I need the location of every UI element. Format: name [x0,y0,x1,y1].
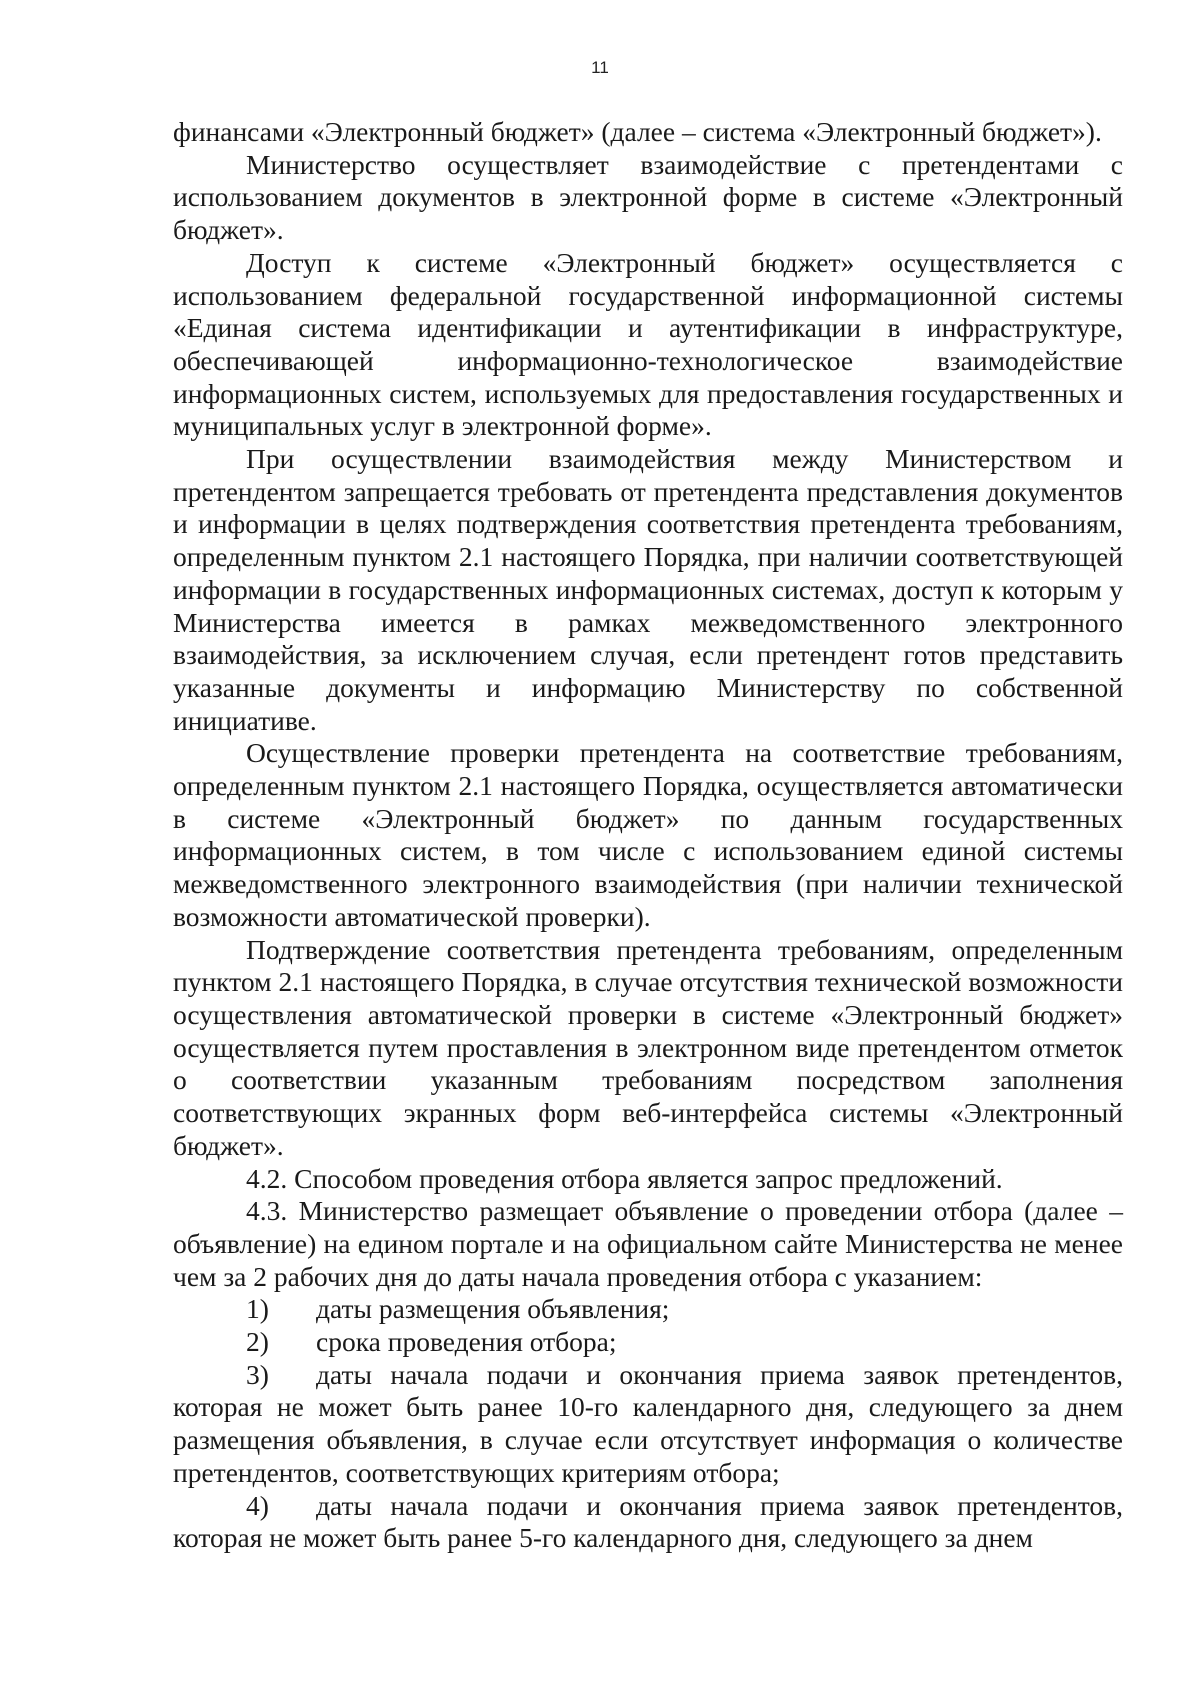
paragraph: Подтверждение соответствия претендента требованиям, определенным пунктом 2.1 настоящего Порядка, в случае отсутствия технической возможности осуществления автоматической проверки в системе «Электронный бюджет» осуществляется путем проставления в электронном виде претендентом отметок о соответствии указанным требованиям посредством заполнения соответствующих экранных форм веб-интерфейса системы «Электронный бюджет». [173,933,1123,1161]
list-item [173,1326,1123,1359]
list-item-text: даты начала подачи и окончания приема заявок претендентов, которая не может быть ранее 10-го календарного дня, следующего за днем размещения объявления, в случае если отсутствует информация о количестве претендентов, соответствующих критериям отбора; [173,1358,1123,1488]
list-item-text: срока проведения отбора; [316,1326,617,1358]
list-item [173,1490,1123,1555]
paragraph: Осуществление проверки претендента на соответствие требованиям, определенным пунктом 2.1 настоящего Порядка, осуществляется автоматически в системе «Электронный бюджет» по данным государственных информационных систем, в том числе с использованием единой системы межведомственного электронного взаимодействия (при наличии технической возможности автоматической проверки). [173,737,1123,932]
page-number: 11 [591,58,609,77]
list-item-text: даты начала подачи и окончания приема заявок претендентов, которая не может быть ранее 5-го календарного дня, следующего за днем [173,1489,1123,1554]
document-body [173,116,1123,1555]
paragraph: Министерство осуществляет взаимодействие с претендентами с использованием документов в электронной форме в системе «Электронный бюджет». [173,148,1123,246]
paragraph: При осуществлении взаимодействия между Министерством и претендентом запрещается требовать от претендента представления документов и информации в целях подтверждения соответствия претендента требованиям, определенным пунктом 2.1 настоящего Порядка, при наличии соответствующей информации в государственных информационных системах, доступ к которым у Министерства имеется в рамках межведомственного электронного взаимодействия, за исключением случая, если претендент готов представить указанные документы и информацию Министерству по собственной инициативе. [173,443,1123,736]
list-item-number: 2) [246,1326,269,1358]
paragraph-continuation: финансами «Электронный бюджет» (далее – система «Электронный бюджет»). [173,116,1102,147]
list-item [173,1359,1123,1490]
list-item-number: 1) [246,1293,269,1325]
list-item-text: даты размещения объявления; [316,1293,670,1325]
list-item [173,1293,1123,1326]
paragraph-section-4-2: 4.2. Способом проведения отбора является запрос предложений. [246,1162,1003,1194]
paragraph-section-4-3: 4.3. Министерство размещает объявление о проведении отбора (далее – объявление) на едином портале и на официальном сайте Министерства не менее чем за 2 рабочих дня до даты начала проведения отбора с указанием: [173,1195,1123,1292]
paragraph: Доступ к системе «Электронный бюджет» осуществляется с использованием федеральной государственной информационной системы «Единая система идентификации и аутентификации в инфраструктуре, обеспечивающей информационно-технологическое взаимодействие информационных систем, используемых для предоставления государственных и муниципальных услуг в электронной форме». [173,246,1123,442]
list-item-number: 3) [246,1358,269,1390]
list-item-number: 4) [246,1489,269,1521]
